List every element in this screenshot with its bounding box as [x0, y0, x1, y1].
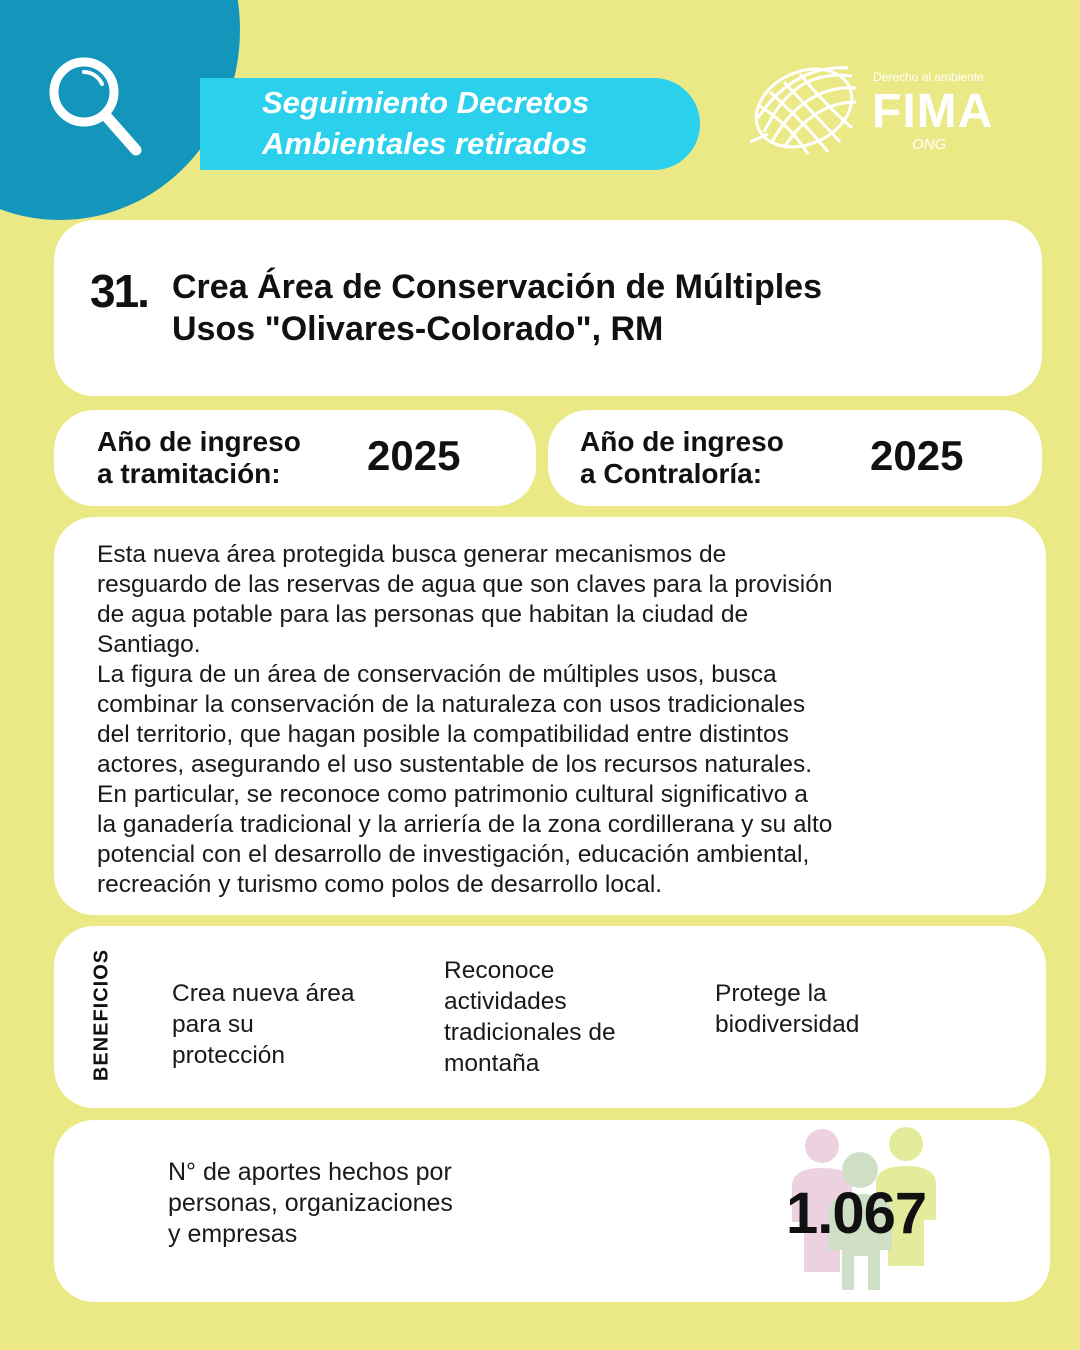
- year-label-tramitacion: [97, 426, 301, 490]
- description-line: Esta nueva área protegida busca generar mecanismos de: [97, 541, 727, 568]
- decree-number: 31.: [90, 265, 148, 317]
- description-line: La figura de un área de conservación de múltiples usos, busca: [97, 661, 777, 688]
- description-line: del territorio, que hagan posible la compatibilidad entre distintos: [97, 721, 789, 748]
- benefit-line: Reconoce: [444, 957, 555, 984]
- benefit-line: montaña: [444, 1050, 540, 1077]
- benefit-item-biodiversidad: [715, 978, 859, 1040]
- benefits-label: BENEFICIOS: [90, 948, 113, 1082]
- description-line: potencial con el desarrollo de investigación, educación ambiental,: [97, 841, 810, 868]
- description-line: resguardo de las reservas de agua que son claves para la provisión: [97, 571, 833, 598]
- year-label-line: Año de ingreso: [580, 426, 784, 457]
- logo-sub: ONG: [912, 136, 947, 153]
- contributions-label-line: y empresas: [168, 1220, 298, 1248]
- year-label-line: a tramitación:: [97, 458, 281, 489]
- benefit-line: biodiversidad: [715, 1011, 860, 1038]
- benefit-line: Protege la: [715, 980, 827, 1007]
- benefit-item-actividades: [444, 955, 616, 1079]
- magnifier-icon: [44, 52, 144, 160]
- logo-name: FIMA: [872, 85, 994, 138]
- description-line: de agua potable para las personas que habitan la ciudad de: [97, 601, 749, 628]
- header-title-line: Seguimiento Decretos: [262, 85, 590, 120]
- logo-tagline: Derecho al ambiente: [873, 70, 984, 84]
- year-value-contraloria: 2025: [870, 432, 964, 479]
- benefit-item-area: [172, 978, 355, 1071]
- description-line: combinar la conservación de la naturaleza con usos tradicionales: [97, 691, 806, 718]
- benefit-line: tradicionales de: [444, 1019, 616, 1046]
- description-line: la ganadería tradicional y la arriería de la zona cordillerana y su alto: [97, 811, 833, 838]
- contributions-label-line: N° de aportes hechos por: [168, 1158, 452, 1186]
- year-label-line: a Contraloría:: [580, 458, 763, 489]
- header-title-line: Ambientales retirados: [262, 126, 588, 161]
- description-line: recreación y turismo como polos de desarrollo local.: [97, 871, 663, 898]
- description-line: Santiago.: [97, 631, 201, 658]
- year-label-contraloria: [580, 426, 784, 490]
- contributions-label-line: personas, organizaciones: [168, 1189, 453, 1217]
- benefit-line: para su: [172, 1011, 254, 1038]
- header-title: [262, 82, 692, 164]
- year-value-tramitacion: 2025: [367, 432, 461, 479]
- contributions-label: [168, 1157, 453, 1250]
- benefit-line: protección: [172, 1042, 286, 1069]
- contributions-value: 1.067: [786, 1181, 927, 1246]
- decree-title-line: Usos "Olivares-Colorado", RM: [172, 310, 664, 348]
- benefit-line: Crea nueva área: [172, 980, 355, 1007]
- fima-logo: [748, 62, 860, 158]
- description-line: En particular, se reconoce como patrimonio cultural significativo a: [97, 781, 808, 808]
- year-label-line: Año de ingreso: [97, 426, 301, 457]
- benefit-line: actividades: [444, 988, 567, 1015]
- decree-title: [172, 266, 1012, 350]
- description-line: actores, asegurando el uso sustentable de los recursos naturales.: [97, 751, 813, 778]
- decree-title-line: Crea Área de Conservación de Múltiples: [172, 268, 822, 306]
- description-text: [97, 540, 1027, 900]
